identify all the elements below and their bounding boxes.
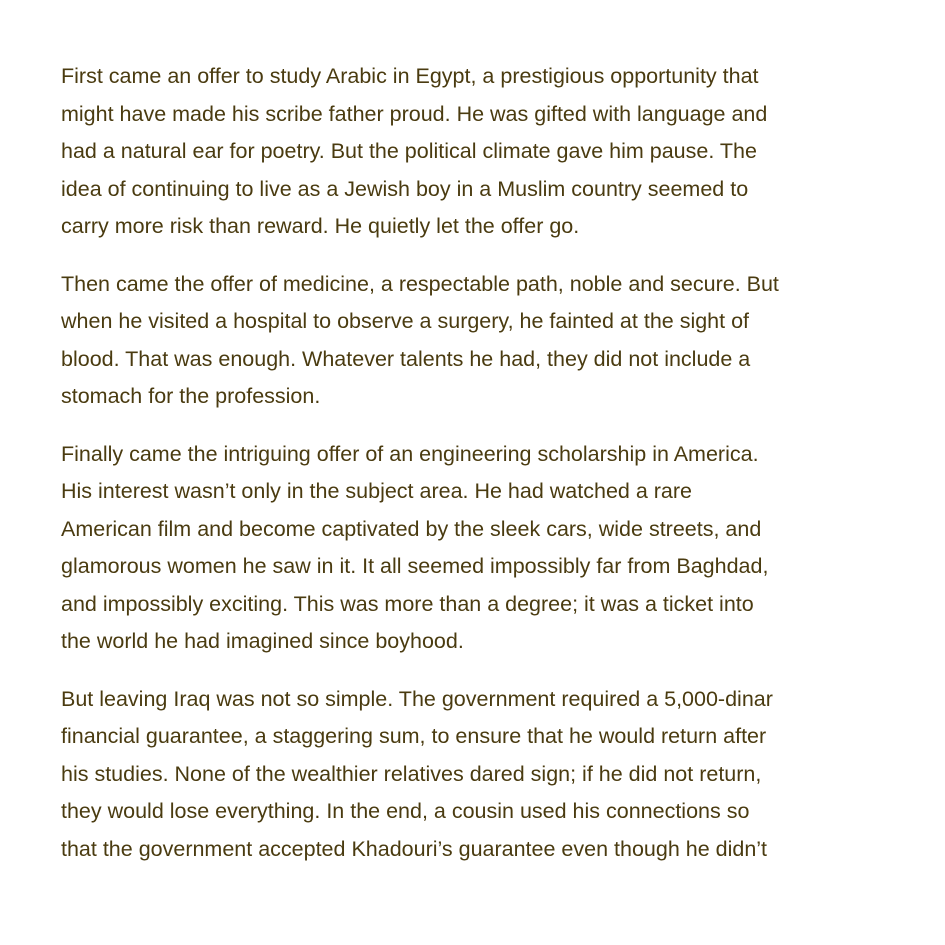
- text-line: But leaving Iraq was not so simple. The government required a 5,000-dinar: [61, 686, 773, 711]
- text-line: glamorous women he saw in it. It all seemed impossibly far from Baghdad,: [61, 554, 769, 578]
- text-line: Then came the offer of medicine, a respectable path, noble and secure. But: [61, 271, 779, 296]
- paragraph-leaving-iraq: [61, 681, 891, 869]
- text-line: First came an offer to study Arabic in Egypt, a prestigious opportunity that: [61, 64, 759, 88]
- text-line: His interest wasn’t only in the subject area. He had watched a rare: [61, 479, 692, 503]
- paragraph-offer-engineering: [61, 436, 891, 661]
- paragraph-offer-medicine: [61, 266, 891, 416]
- text-line: had a natural ear for poetry. But the political climate gave him pause. The: [61, 139, 757, 163]
- text-line: financial guarantee, a staggering sum, to ensure that he would return after: [61, 724, 767, 748]
- text-line: carry more risk than reward. He quietly let the offer go.: [61, 214, 580, 238]
- text-line: and impossibly exciting. This was more than a degree; it was a ticket into: [61, 591, 754, 616]
- text-line: when he visited a hospital to observe a surgery, he fainted at the sight of: [61, 309, 750, 333]
- text-line: the world he had imagined since boyhood.: [61, 629, 464, 653]
- text-line: they would lose everything. In the end, a cousin used his connections so: [61, 799, 750, 823]
- text-line: his studies. None of the wealthier relatives dared sign; if he did not return,: [61, 761, 762, 786]
- text-line: Finally came the intriguing offer of an engineering scholarship in America.: [61, 441, 759, 466]
- text-line: stomach for the profession.: [61, 384, 321, 408]
- text-line: blood. That was enough. Whatever talents he had, they did not include a: [61, 346, 751, 371]
- text-line: American film and become captivated by the sleek cars, wide streets, and: [61, 516, 762, 541]
- paragraph-offer-arabic: [61, 58, 891, 246]
- text-line: might have made his scribe father proud. He was gifted with language and: [61, 101, 768, 126]
- text-line: idea of continuing to live as a Jewish boy in a Muslim country seemed to: [61, 176, 749, 201]
- text-line: that the government accepted Khadouri’s guarantee even though he didn’t: [61, 836, 768, 861]
- document-page: [61, 58, 891, 888]
